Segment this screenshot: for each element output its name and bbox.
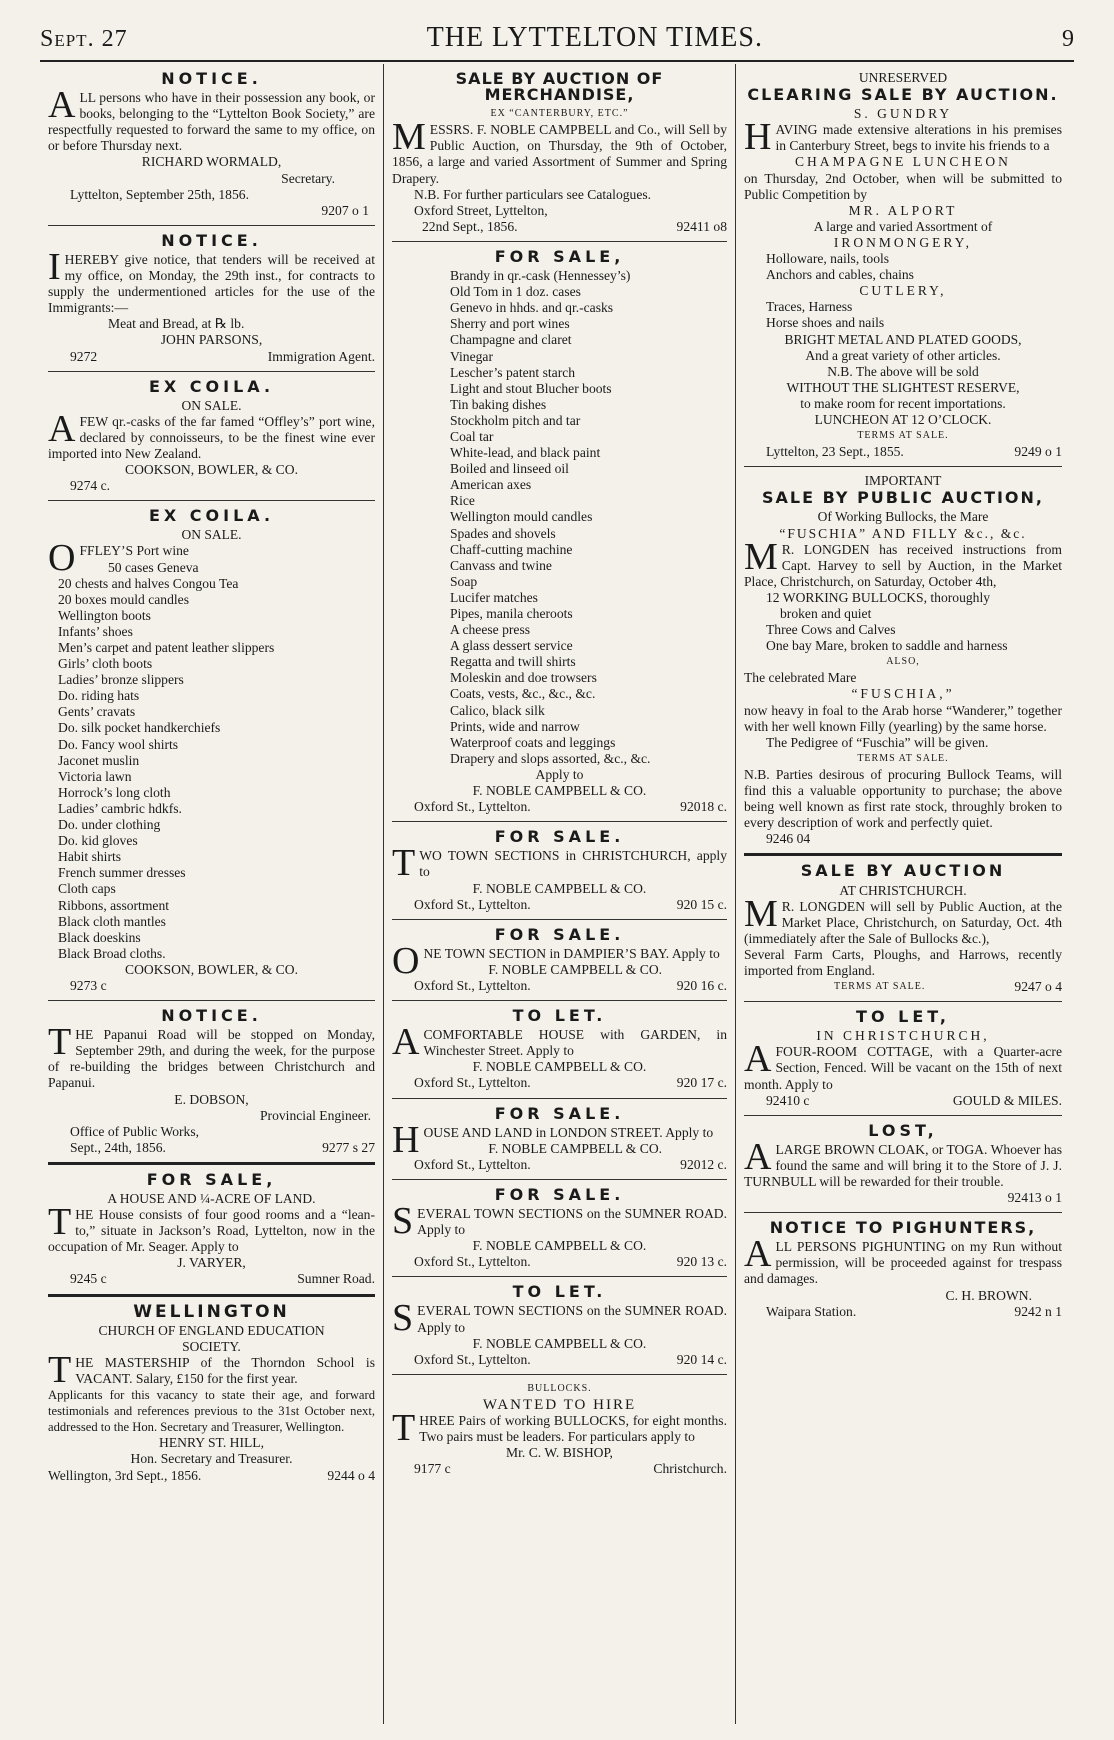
ad-heading: WANTED TO HIRE: [482, 1396, 637, 1413]
list-item: Wellington boots: [58, 607, 151, 623]
ad-ref: 920 16 c.: [676, 977, 727, 993]
ad-signer-title: Hon. Secretary and Treasurer.: [130, 1451, 293, 1467]
ad-christchurch-auction: [744, 856, 1062, 1002]
list-item: Spades and shovels: [450, 525, 556, 541]
goods-list: [392, 268, 727, 767]
ad-ref: 920 15 c.: [676, 896, 727, 912]
ad-subheading: ON SALE.: [181, 527, 242, 543]
ad-subheading: ON SALE.: [181, 397, 242, 413]
masthead-date: Sept. 27: [40, 26, 128, 52]
list-item: Champagne and claret: [450, 332, 572, 348]
ad-items-2: [744, 299, 1062, 331]
ad-signer: HENRY ST. HILL,: [159, 1435, 264, 1451]
ad-subheading: A HOUSE AND ¼-ACRE OF LAND.: [107, 1191, 316, 1206]
ad-celebrated: The celebrated Mare: [744, 670, 857, 686]
list-item: French summer dresses: [58, 865, 186, 881]
ad-ref: 920 14 c.: [676, 1351, 727, 1367]
list-item: Traces, Harness: [766, 299, 853, 315]
ad-body: AFEW qr.-casks of the far famed “Offley’s” port wine, declared by connoisseurs, to be the finest wine ever imported into New Zealand.: [48, 407, 375, 461]
list-item: Old Tom in 1 doz. cases: [450, 284, 581, 300]
list-item: Do. silk pocket handkerchiefs: [58, 720, 221, 736]
ad-ref: 920 17 c.: [676, 1075, 727, 1091]
list-item: Genevo in hhds. and qr.-casks: [450, 300, 614, 316]
ad-signer: F. NOBLE CAMPBELL & CO.: [488, 1140, 663, 1156]
ad-dateline: 22nd Sept., 1856.: [422, 218, 518, 234]
ad-address: Oxford Street, Lyttelton,: [414, 202, 548, 218]
ad-heading: TO LET,: [856, 1007, 950, 1027]
ad-heading: FOR SALE.: [494, 827, 625, 847]
ad-heading: EX COILA.: [148, 506, 275, 526]
list-item: 20 chests and halves Congou Tea: [58, 575, 239, 591]
ad-signer: F. NOBLE CAMPBELL & CO.: [472, 1238, 647, 1254]
ad-signer: RICHARD WORMALD,: [141, 154, 282, 170]
ad-body: SEVERAL TOWN SECTIONS on the SUMNER ROAD. Apply to: [392, 1200, 727, 1242]
ad-signer: J. VARYER,: [177, 1255, 246, 1271]
ad-items-1: [744, 251, 1062, 283]
list-item: Canvass and twine: [450, 557, 552, 573]
ad-place: Christchurch.: [653, 1461, 727, 1477]
ad-papanui-road-notice: [48, 1001, 375, 1163]
ad-terms: TERMS AT SALE.: [834, 981, 926, 993]
ad-winchester-house-to-let: [392, 1001, 727, 1098]
ad-signer: JOHN PARSONS,: [160, 332, 263, 348]
list-item: Moleskin and doe trowsers: [450, 670, 597, 686]
ad-signer: E. DOBSON,: [174, 1091, 249, 1107]
ad-signer: F. NOBLE CAMPBELL & CO.: [472, 1335, 647, 1351]
ad-address: Oxford St., Lyttelton.: [414, 896, 531, 912]
list-item: Brandy in qr.-cask (Hennessey’s): [450, 268, 631, 284]
ad-merchandise-for-sale: [392, 242, 727, 822]
ad-dateline: Wellington, 3rd Sept., 1856.: [48, 1467, 202, 1483]
ad-heading: SALE BY AUCTION OF MERCHANDISE,: [455, 69, 664, 105]
ad-house-for-sale: [48, 1162, 375, 1297]
list-item: Regatta and twill shirts: [450, 654, 576, 670]
list-item: Jaconet muslin: [58, 752, 140, 768]
ad-body: THREE Pairs of working BULLOCKS, for eight months. Two pairs must be leaders. For particulars apply to: [392, 1407, 727, 1450]
ad-terms: TERMS AT SALE.: [857, 430, 949, 442]
ad-dateline: Sept., 24th, 1856.: [70, 1139, 166, 1155]
ad-ironmongery: IRONMONGERY,: [833, 234, 973, 250]
ad-pighunters-notice: [744, 1213, 1062, 1326]
ad-address: Oxford St., Lyttelton.: [414, 799, 531, 815]
list-item: Stockholm pitch and tar: [450, 412, 581, 428]
ad-address: Sumner Road.: [297, 1271, 375, 1287]
ad-room: to make room for recent importations.: [800, 395, 1006, 411]
list-item: Do. under clothing: [58, 817, 161, 833]
ad-heading: FOR SALE,: [146, 1169, 277, 1189]
column-1: [40, 64, 384, 1724]
list-item: Anchors and cables, chains: [766, 267, 914, 283]
ad-body-2: Applicants for this vacancy to state their age, and forward testimonials and references previous to the 31st October next, addressed to the Hon. Secretary and Treasurer, Wellington.: [48, 1388, 375, 1435]
ad-subheading-2: “FUSCHIA” AND FILLY &c., &c.: [779, 525, 1027, 541]
ad-body: AFOUR-ROOM COTTAGE, with a Quarter-acre Section, Fenced. Will be vacant on the 15th of next month. Apply to: [744, 1038, 1062, 1092]
list-item: Waterproof coats and leggings: [450, 734, 616, 750]
ad-subheading-2: SOCIETY.: [182, 1338, 241, 1354]
ad-dampiers-bay-section: [392, 920, 727, 1001]
ad-mare: One bay Mare, broken to saddle and harness: [766, 638, 1008, 654]
ad-lead-2: 50 cases Geneva: [108, 559, 199, 575]
list-item: 20 boxes mould candles: [58, 591, 190, 607]
list-item: Pipes, manila cheroots: [450, 606, 573, 621]
ad-body: THE House consists of four good rooms and a “lean-to,” situate in Jackson’s Road, Lyttelton, now in the occupation of Mr. Seager. Apply to: [48, 1201, 375, 1255]
list-item: Black doeskins: [58, 929, 141, 945]
list-item: Gents’ cravats: [58, 704, 136, 720]
ad-also: ALSO,: [886, 656, 920, 668]
ad-signer: F. NOBLE CAMPBELL & CO.: [488, 961, 663, 977]
list-item: Men’s carpet and patent leather slippers: [58, 640, 275, 655]
ad-body: MR. LONGDEN has received instructions from Capt. Harvey to sell by Auction, in the Market Place, Christchurch, on Saturday, October 4th,: [744, 535, 1062, 589]
ad-ref: 920 13 c.: [676, 1254, 727, 1270]
ad-bullocks: 12 WORKING BULLOCKS, thoroughly: [766, 589, 991, 605]
ad-heading: TO LET.: [512, 1282, 607, 1302]
list-item: Coal tar: [450, 428, 494, 444]
ad-heading: WELLINGTON: [133, 1301, 290, 1322]
ad-signer: COOKSON, BOWLER, & CO.: [125, 462, 298, 478]
ad-signer: COOKSON, BOWLER, & CO.: [125, 961, 298, 977]
ad-bullocks-2: broken and quiet: [780, 606, 872, 621]
list-item: Infants’ shoes: [58, 623, 133, 639]
list-item: Cloth caps: [58, 881, 116, 897]
page-number: 9: [1062, 26, 1074, 52]
ad-apply: Apply to: [535, 766, 584, 782]
ad-body: ONE TOWN SECTION in DAMPIER’S BAY. Apply to: [392, 939, 720, 982]
ad-ref: 9207 o 1: [321, 202, 369, 218]
list-item: Habit shirts: [58, 849, 122, 865]
ad-no-reserve: WITHOUT THE SLIGHTEST RESERVE,: [786, 379, 1020, 395]
ad-ref: 92410 c: [766, 1092, 810, 1108]
ad-immigrants-tender-notice: [48, 226, 375, 372]
ad-address: Oxford St., Lyttelton.: [414, 1156, 531, 1172]
ad-ref: 9242 n 1: [1014, 1303, 1062, 1319]
list-item: Ladies’ bronze slippers: [58, 672, 184, 688]
goods-list: [48, 576, 375, 962]
ad-sumner-sections-sale: [392, 1180, 727, 1277]
ad-ex-coila-port: [48, 372, 375, 502]
ad-note: N.B. Parties desirous of procuring Bullock Teams, will find this a valuable opportunity to purchase; the above being well known as first rate stock, throughly broken to every description of work and perfectly quiet.: [744, 766, 1062, 831]
ad-dateline: Lyttelton, September 25th, 1856.: [70, 186, 249, 202]
columns: [40, 64, 1074, 1724]
ad-item: Meat and Bread, at ℞ lb.: [108, 316, 245, 332]
ad-ref: 9274 c.: [70, 478, 111, 494]
ad-body: ALL persons who have in their possession any book, or books, belonging to the “Lyttelton Book Society,” are respectfully requested to forward the same to my office, on or before Thursday next.: [48, 84, 375, 154]
ad-heading: FOR SALE.: [494, 1103, 625, 1123]
ad-body-2: Several Farm Carts, Ploughs, and Harrows, recently imported from England.: [744, 946, 1062, 978]
list-item: Soap: [450, 573, 478, 589]
ad-pre-heading: IMPORTANT: [864, 473, 942, 489]
list-item: Lescher’s patent starch: [450, 364, 576, 380]
ad-body: ACOMFORTABLE HOUSE with GARDEN, in Winchester Street. Apply to: [392, 1021, 727, 1064]
list-item: Light and stout Blucher boots: [450, 380, 612, 396]
ad-ref: 92411 o8: [676, 218, 727, 234]
ad-subheading: EX “CANTERBURY, ETC.”: [490, 108, 629, 120]
list-item: Do. Fancy wool shirts: [58, 736, 179, 752]
ad-note: N.B. The above will be sold: [827, 363, 979, 379]
ad-signer-title: Secretary.: [281, 170, 335, 186]
ad-pedigree: The Pedigree of “Fuschia” will be given.: [766, 734, 989, 750]
ad-bullocks-wanted: [392, 1375, 727, 1484]
ad-signer: C. H. BROWN.: [945, 1287, 1032, 1303]
ad-ref: 9245 c: [70, 1271, 107, 1287]
ad-event: CHAMPAGNE LUNCHEON: [795, 154, 1011, 170]
ad-book-society-notice: [48, 64, 375, 226]
ad-ex-coila-goods: [48, 501, 375, 1001]
ad-subheading: AT CHRISTCHURCH.: [839, 882, 967, 898]
list-item: Black cloth mantles: [58, 913, 166, 929]
list-item: White-lead, and black paint: [450, 445, 601, 461]
ad-note: N.B. For further particulars see Catalogues.: [414, 186, 652, 202]
list-item: Victoria lawn: [58, 768, 132, 784]
list-item: Ladies’ cambric hdkfs.: [58, 800, 182, 816]
ad-heading: FOR SALE.: [494, 1184, 625, 1204]
ad-signer: F. NOBLE CAMPBELL & CO.: [472, 880, 647, 896]
ad-body: SEVERAL TOWN SECTIONS on the SUMNER ROAD. Apply to: [392, 1297, 727, 1340]
ad-signer: Mr. C. W. BISHOP,: [506, 1445, 613, 1461]
ad-body: IHEREBY give notice, that tenders will be received at my office, on Monday, the 29th inst., for contracts to supply the undermentioned articles for the use of the Immigrants:—: [48, 245, 375, 316]
ad-subheading: IN CHRISTCHURCH,: [816, 1028, 990, 1044]
ad-sumner-sections-to-let: [392, 1277, 727, 1374]
ad-ref: 9177 c: [414, 1461, 451, 1477]
ad-bright-goods: BRIGHT METAL AND PLATED GOODS,: [784, 331, 1022, 347]
list-item: A glass dessert service: [450, 638, 573, 654]
ad-body-2: on Thursday, 2nd October, when will be submitted to Public Competition by: [744, 170, 1062, 202]
ad-heading: FOR SALE.: [494, 924, 625, 944]
list-item: Horrock’s long cloth: [58, 784, 171, 800]
ad-public-auction-bullocks: [744, 467, 1062, 856]
ad-address: Oxford St., Lyttelton.: [414, 1075, 531, 1091]
ad-signer-title: Immigration Agent.: [267, 348, 375, 364]
list-item: Coats, vests, &c., &c., &c.: [450, 686, 596, 702]
ad-cows: Three Cows and Calves: [766, 622, 896, 638]
ad-by: MR. ALPORT: [848, 202, 958, 218]
ad-ref: 9272: [70, 348, 98, 364]
ad-ref: 9273 c: [70, 977, 107, 993]
list-item: Girls’ cloth boots: [58, 656, 153, 672]
list-item: Drapery and slops assorted, &c., &c.: [450, 750, 651, 766]
list-item: Vinegar: [450, 348, 493, 364]
ad-terms: TERMS AT SALE.: [857, 752, 949, 764]
ad-variety: And a great variety of other articles.: [805, 347, 1001, 363]
ad-label: BULLOCKS.: [527, 1382, 592, 1394]
ad-heading: SALE BY PUBLIC AUCTION,: [761, 488, 1044, 508]
ad-ref: 92413 o 1: [1007, 1190, 1062, 1206]
ad-signer: F. NOBLE CAMPBELL & CO.: [472, 1059, 647, 1075]
ad-wellington-education: [48, 1297, 375, 1490]
column-3: [736, 64, 1070, 1724]
ad-body: HAVING made extensive alterations in his premises in Canterbury Street, begs to invite his friends to a: [744, 116, 1062, 159]
ad-lead: OFFLEY’S Port wine: [48, 537, 189, 580]
ad-body: ALARGE BROWN CLOAK, or TOGA. Whoever has found the same and will bring it to the Store of J. J. TURNBULL will be rewarded for their trouble.: [744, 1135, 1062, 1189]
list-item: Chaff-cutting machine: [450, 541, 573, 557]
list-item: Prints, wide and narrow: [450, 718, 580, 734]
ad-address: Oxford St., Lyttelton.: [414, 1351, 531, 1367]
ad-subheading: CHURCH OF ENGLAND EDUCATION: [98, 1322, 325, 1338]
ad-signer: F. NOBLE CAMPBELL & CO.: [472, 783, 647, 799]
ad-ref: 9244 o 4: [327, 1467, 375, 1483]
list-item: American axes: [450, 477, 532, 493]
ad-ref: 92018 c.: [680, 799, 727, 815]
ad-dateline: Lyttelton, 23 Sept., 1855.: [766, 444, 904, 460]
ad-body: THE MASTERSHIP of the Thorndon School is VACANT. Salary, £150 for the first year.: [48, 1348, 375, 1391]
ad-address: Oxford St., Lyttelton.: [414, 1254, 531, 1270]
ad-subheading: Of Working Bullocks, the Mare: [817, 509, 989, 525]
ad-luncheon-time: LUNCHEON AT 12 O’CLOCK.: [814, 411, 992, 427]
ad-ref: 9246 04: [766, 831, 811, 847]
ad-fuschia: “FUSCHIA,”: [851, 686, 955, 702]
ad-heading: TO LET.: [512, 1006, 607, 1026]
list-item: Tin baking dishes: [450, 396, 547, 412]
list-item: Rice: [450, 493, 475, 509]
list-item: Do. kid gloves: [58, 833, 138, 849]
ad-signer: GOULD & MILES.: [952, 1092, 1062, 1108]
ad-body: HOUSE AND LAND in LONDON STREET. Apply to: [392, 1118, 714, 1161]
ad-london-street-house: [392, 1099, 727, 1180]
ad-ref: 9277 s 27: [322, 1139, 375, 1155]
column-2: [384, 64, 736, 1724]
ad-heading: SALE BY AUCTION: [800, 861, 1006, 881]
ad-body: MR. LONGDEN will sell by Public Auction, at the Market Place, Christchurch, on Saturday, Oct. 4th (immediately after the Sale of Bullocks &c.),: [744, 892, 1062, 946]
ad-place: Waipara Station.: [766, 1303, 857, 1319]
list-item: Boiled and linseed oil: [450, 461, 569, 477]
masthead: [40, 22, 1074, 62]
ad-body: TWO TOWN SECTIONS in CHRISTCHURCH, apply to: [392, 842, 727, 885]
ad-signer-title: Provincial Engineer.: [260, 1107, 371, 1123]
masthead-title: THE LYTTELTON TIMES.: [426, 22, 763, 53]
ad-christchurch-sections: [392, 822, 727, 919]
list-item: Lucifer matches: [450, 589, 538, 605]
ad-heading: FOR SALE,: [494, 246, 625, 266]
ad-ref: 9249 o 1: [1014, 444, 1062, 460]
ad-body: ALL PERSONS PIGHUNTING on my Run without permission, will be proceeded against for trespass and damages.: [744, 1233, 1062, 1287]
list-item: Wellington mould candles: [450, 509, 593, 525]
ad-pre-heading: UNRESERVED: [858, 70, 948, 85]
ad-heading: EX COILA.: [148, 376, 275, 396]
ad-body-2: now heavy in foal to the Arab horse “Wanderer,” together with her well known Filly (yearling) by the same horse.: [744, 702, 1062, 734]
ad-body: MESSRS. F. NOBLE CAMPBELL and Co., will Sell by Public Auction, on Thursday, the 9th of October, 1856, a large and varied Assortment of Summer and Spring Drapery.: [392, 116, 727, 186]
list-item: Black Broad cloths.: [58, 945, 166, 961]
ad-cottage-to-let: [744, 1002, 1062, 1116]
list-item: Do. riding hats: [58, 688, 140, 704]
ad-body: THE Papanui Road will be stopped on Monday, September 29th, and during the week, for the purpose of re-building the bridges between Christchurch and Papanui.: [48, 1021, 375, 1091]
list-item: Ribbons, assortment: [58, 897, 170, 913]
ad-cutlery: CUTLERY,: [859, 283, 947, 299]
ad-clearing-sale: [744, 64, 1062, 467]
ad-assortment: A large and varied Assortment of: [813, 218, 993, 234]
ad-auctioneer: S. GUNDRY: [853, 106, 953, 122]
ad-merchandise-auction: [392, 64, 727, 242]
ad-heading: CLEARING SALE BY AUCTION.: [747, 85, 1059, 105]
ad-address: Oxford St., Lyttelton.: [414, 977, 531, 993]
list-item: Holloware, nails, tools: [766, 251, 890, 267]
list-item: Horse shoes and nails: [766, 315, 885, 331]
ad-lost-cloak: [744, 1116, 1062, 1213]
list-item: Calico, black silk: [450, 702, 545, 718]
list-item: Sherry and port wines: [450, 316, 570, 332]
ad-heading: LOST,: [868, 1120, 938, 1140]
list-item: A cheese press: [450, 622, 531, 638]
ad-heading: NOTICE.: [161, 230, 262, 250]
ad-heading: NOTICE.: [161, 69, 262, 88]
ad-office: Office of Public Works,: [70, 1123, 200, 1139]
ad-ref: 9247 o 4: [1014, 979, 1062, 995]
ad-ref: 92012 c.: [680, 1156, 727, 1172]
ad-heading: NOTICE.: [161, 1006, 262, 1026]
ad-heading: NOTICE TO PIGHUNTERS,: [769, 1218, 1037, 1238]
